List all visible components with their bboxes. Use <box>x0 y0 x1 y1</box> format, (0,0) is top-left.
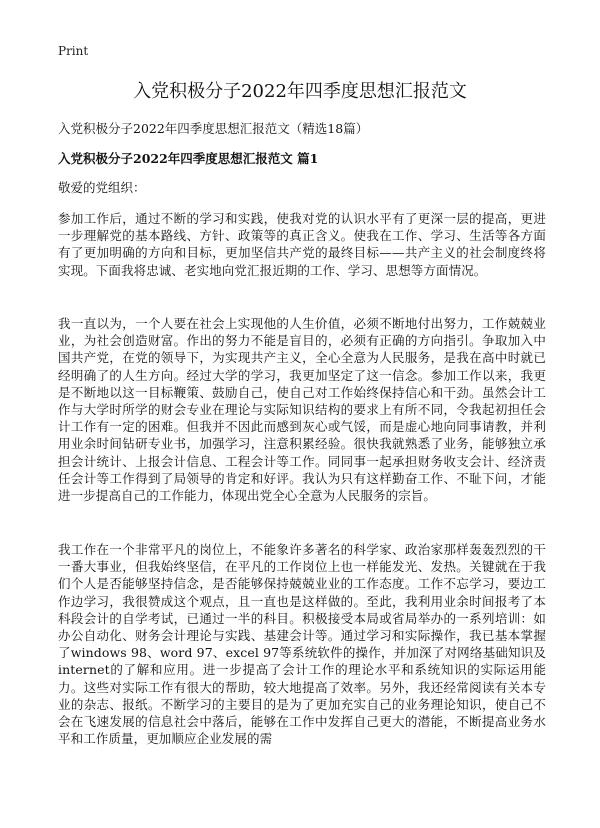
body-paragraph-3: 我工作在一个非常平凡的岗位上，不能象许多著名的科学家、政治家那样轰轰烈烈的干一番大事业，但我始终坚信，在平凡的工作岗位上也一样能发光、发热。关键就在于我们个人是否能够坚持信念，是否能够保持兢兢业业的工作态度。工作不忘学习，要边工作边学习，我很赞成这个观点，且一直也是这样做的。至此，我利用业余时间报考了本科段会计的自学考试，已通过一半的科目。积极接受本局或省局举办的一系列培训：如办公自动化、财务会计理论与实践、基建会计等。通过学习和实际操作，我已基本掌握了windows 98、word 97、excel 97等系统软件的操作，并加深了对网络基础知识及internet的了解和应用。进一步提高了会计工作的理论水平和系统知识的实际运用能力。这些对实际工作有很大的帮助，较大地提高了效率。另外，我还经常阅读有关本专业的杂志、报纸。不断学习的主要目的是为了更加充实自己的业务理论知识，使自己不会在飞速发展的信息社会中落后，能够在工作中发挥自己更大的潜能，不断提高业务水平和工作质量，更加顺应企业发展的需 <box>58 542 546 747</box>
body-paragraph-1: 参加工作后，通过不断的学习和实践，使我对党的认识水平有了更深一层的提高，更进一步理解党的基本路线、方针、政策等的真正含义。使我在工作、学习、生活等各方面有了更加明确的方向和目标，更加坚信共产党的最终目标——共产主义的社会制度终将实现。下面我将忠诚、老实地向党汇报近期的工作、学习、思想等方面情况。 <box>58 211 546 278</box>
body-paragraph-2: 我一直以为，一个人要在社会上实现他的人生价值，必须不断地付出努力，工作兢兢业业，为社会创造财富。作出的努力不能是盲目的，必须有正确的方向指引。争取加入中国共产党，在党的领导下，为实现共产主义，全心全意为人民服务，是我在高中时就已经明确了的人生方向。经过大学的学习，我更加坚定了这一信念。参加工作以来，我更是不断地以这一目标鞭策、鼓励自己，使自己对工作始终保持信心和干劲。虽然会计工作与大学时所学的财会专业在理论与实际知识结构的要求上有所不同，令我起初担任会计工作有一定的困难。但我并不因此而感到灰心或气馁，而是虚心地向同事请教，并利用业余时间钻研专业书，加强学习，注意积累经验。很快我就熟悉了业务，能够独立承担会计统计、上报会计信息、工程会计等工作。同同事一起承担财务收支会计、经济责任会计等工作得到了局领导的肯定和好评。我认为只有这样勤奋工作、不耻下问，才能进一步提高自己的工作能力，体现出党全心全意为人民服务的宗旨。 <box>58 316 546 504</box>
document-subtitle: 入党积极分子2022年四季度思想汇报范文（精选18篇） <box>58 121 369 136</box>
document-title: 入党积极分子2022年四季度思想汇报范文 <box>133 81 467 102</box>
print-label: Print <box>58 44 89 58</box>
section-heading: 入党积极分子2022年四季度思想汇报范文 篇1 <box>58 151 319 166</box>
salutation: 敬爱的党组织： <box>58 180 146 195</box>
